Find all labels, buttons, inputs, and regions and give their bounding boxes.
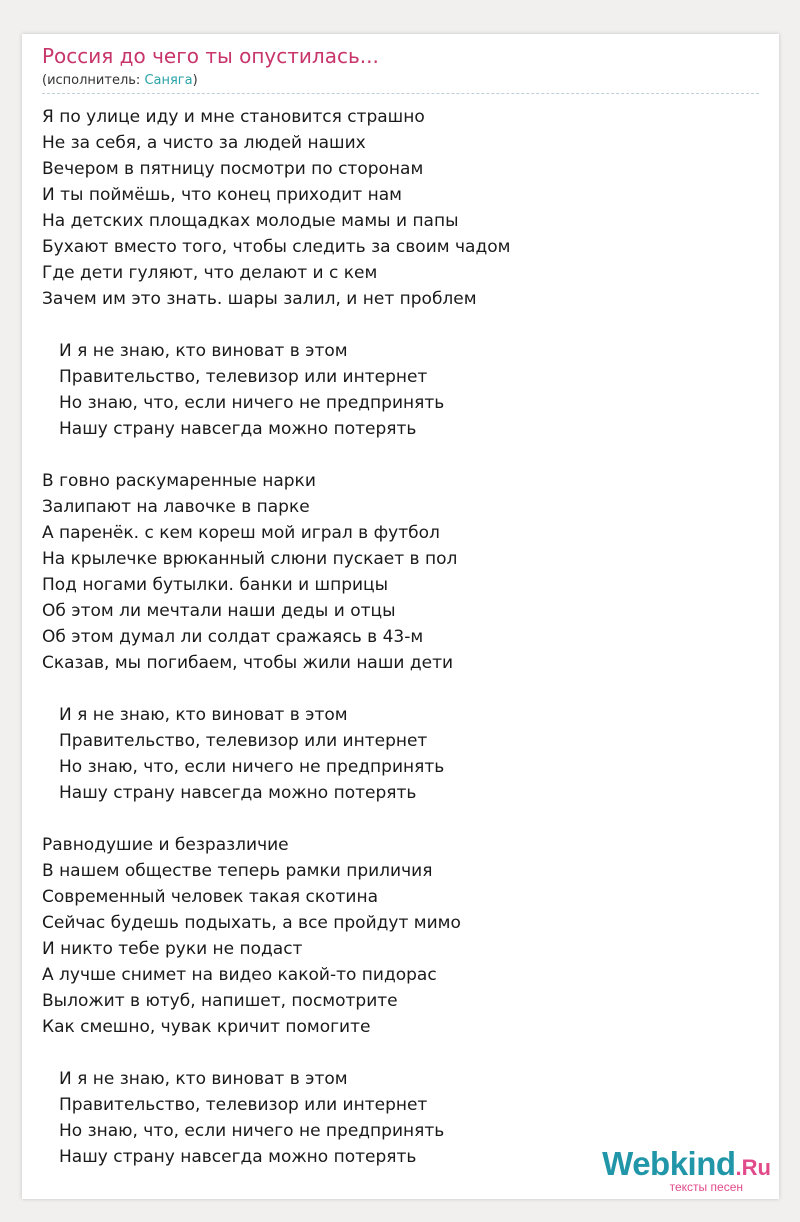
lyric-line: А паренёк. с кем кореш мой играл в футбол (42, 523, 440, 543)
lyric-line: Вечером в пятницу посмотри по сторонам (42, 159, 424, 179)
song-title: Россия до чего ты опустилась... (42, 44, 379, 68)
webkind-logo[interactable] (602, 1147, 771, 1193)
lyric-line: Бухают вместо того, чтобы следить за своим чадом (42, 237, 511, 257)
lyric-line: А лучше снимет на видео какой-то пидорас (42, 965, 437, 985)
lyric-line: Нашу страну навсегда можно потерять (59, 419, 417, 439)
lyric-line: Современный человек такая скотина (42, 887, 378, 907)
chorus-stanza (42, 1066, 510, 1170)
lyric-line: И ты поймёшь, что конец приходит нам (42, 185, 402, 205)
lyric-line: Сказав, мы погибаем, чтобы жили наши дети (42, 653, 454, 673)
lyric-line: Где дети гуляют, что делают и с кем (42, 263, 378, 283)
verse-stanza (42, 832, 510, 1040)
artist-prefix: (исполнитель: (42, 73, 145, 88)
lyric-line: Как смешно, чувак кричит помогите (42, 1017, 371, 1037)
lyric-line: И я не знаю, кто виноват в этом (59, 341, 348, 361)
lyrics-card (22, 34, 779, 1199)
logo-main-text: Webkind (602, 1145, 736, 1182)
lyric-line: На крылечке врюканный слюни пускает в пол (42, 549, 458, 569)
lyric-line: Не за себя, а чисто за людей наших (42, 133, 366, 153)
artist-line (42, 73, 198, 88)
lyric-line: Нашу страну навсегда можно потерять (59, 1147, 417, 1167)
lyric-line: В нашем обществе теперь рамки приличия (42, 861, 433, 881)
lyric-line: И я не знаю, кто виноват в этом (59, 705, 348, 725)
lyric-line: Правительство, телевизор или интернет (59, 731, 428, 751)
lyric-line: Правительство, телевизор или интернет (59, 1095, 428, 1115)
lyric-line: Правительство, телевизор или интернет (59, 367, 428, 387)
artist-suffix: ) (192, 73, 198, 88)
lyric-line: Я по улице иду и мне становится страшно (42, 107, 425, 127)
lyric-line: На детских площадках молодые мамы и папы (42, 211, 459, 231)
title-divider (42, 93, 759, 94)
logo-domain-suffix: .Ru (735, 1155, 771, 1180)
lyric-line: Залипают на лавочке в парке (42, 497, 310, 517)
lyric-line: Нашу страну навсегда можно потерять (59, 783, 417, 803)
lyric-line: Но знаю, что, если ничего не предпринять (59, 393, 445, 413)
lyric-line: Сейчас будешь подыхать, а все пройдут мимо (42, 913, 461, 933)
lyric-line: И никто тебе руки не подаст (42, 939, 303, 959)
lyric-line: Но знаю, что, если ничего не предпринять (59, 1121, 445, 1141)
artist-link[interactable]: Саняга (144, 73, 193, 88)
chorus-stanza (42, 338, 510, 442)
chorus-stanza (42, 702, 510, 806)
lyric-line: Об этом думал ли солдат сражаясь в 43-м (42, 627, 424, 647)
lyric-line: Под ногами бутылки. банки и шприцы (42, 575, 389, 595)
lyric-line: В говно раскумаренные нарки (42, 471, 316, 491)
verse-stanza (42, 104, 510, 312)
logo-subtitle: тексты песен (669, 1180, 743, 1194)
lyrics-text (42, 104, 510, 1170)
lyric-line: Равнодушие и безразличие (42, 835, 289, 855)
lyric-line: Но знаю, что, если ничего не предпринять (59, 757, 445, 777)
lyric-line: И я не знаю, кто виноват в этом (59, 1069, 348, 1089)
lyric-line: Зачем им это знать. шары залил, и нет проблем (42, 289, 477, 309)
lyric-line: Выложит в ютуб, напишет, посмотрите (42, 991, 398, 1011)
verse-stanza (42, 468, 510, 676)
lyric-line: Об этом ли мечтали наши деды и отцы (42, 601, 396, 621)
